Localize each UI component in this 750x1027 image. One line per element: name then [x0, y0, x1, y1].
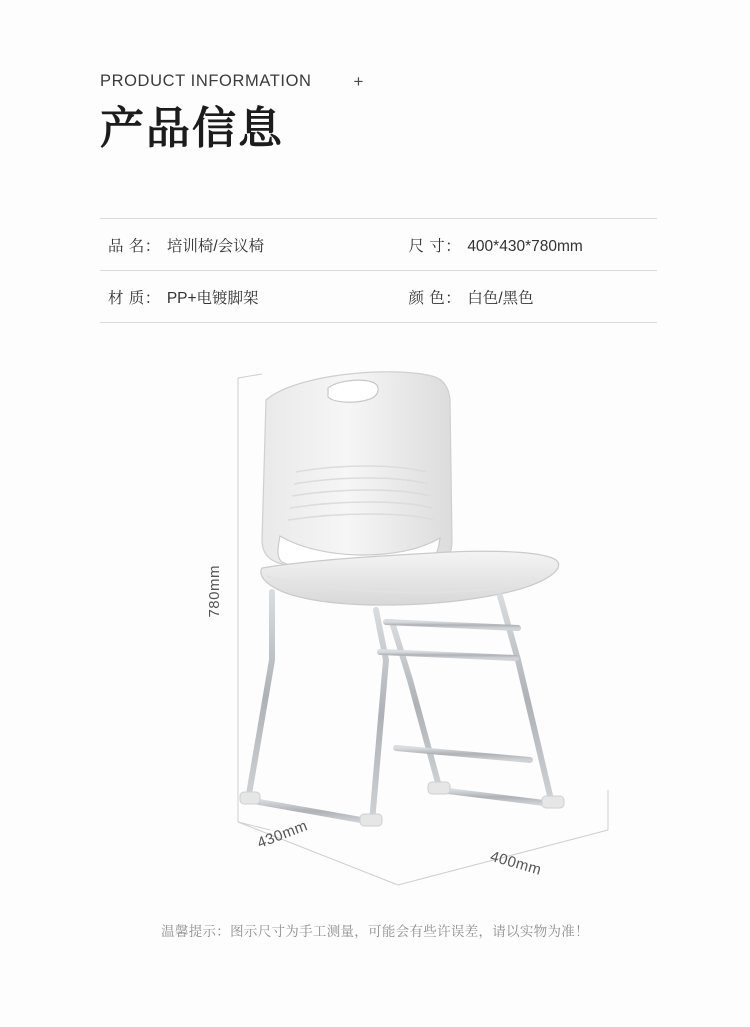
footnote-text: 温馨提示：图示尺寸为手工测量，可能会有些许误差，请以实物为准！: [161, 924, 589, 939]
spec-label: 尺 寸：: [408, 237, 462, 255]
spec-table: [100, 218, 657, 323]
table-row: [100, 219, 657, 271]
spec-value: 400*430*780mm: [467, 237, 583, 255]
spec-cell-size: [379, 234, 658, 256]
spec-label: 材 质：: [108, 289, 161, 307]
table-row: [100, 271, 657, 323]
page-title: 产品信息: [100, 104, 284, 153]
dimension-depth-label: 430mm: [255, 817, 311, 852]
eyebrow-row: [100, 72, 660, 91]
spec-cell-color: [379, 286, 658, 308]
foot-caps: [240, 782, 564, 826]
chair-frame: [248, 592, 552, 822]
spec-label: 品 名：: [108, 237, 161, 255]
dimension-height-label: 780mm: [206, 565, 223, 618]
product-image-area: [0, 350, 750, 910]
spec-cell-material: [100, 286, 379, 308]
chair-backrest: [262, 372, 452, 574]
spec-label: 颜 色：: [408, 289, 462, 307]
spec-value: 培训椅/会议椅: [166, 237, 265, 255]
spec-cell-name: [100, 234, 379, 256]
spec-value: 白色/黑色: [467, 289, 534, 307]
eyebrow-text: PRODUCT INFORMATION: [100, 72, 312, 90]
page-header: [100, 72, 660, 153]
spec-value: PP+电镀脚架: [166, 289, 259, 307]
plus-icon: +: [353, 72, 364, 91]
dimension-width-label: 400mm: [488, 848, 544, 879]
chair-illustration: [200, 360, 670, 900]
